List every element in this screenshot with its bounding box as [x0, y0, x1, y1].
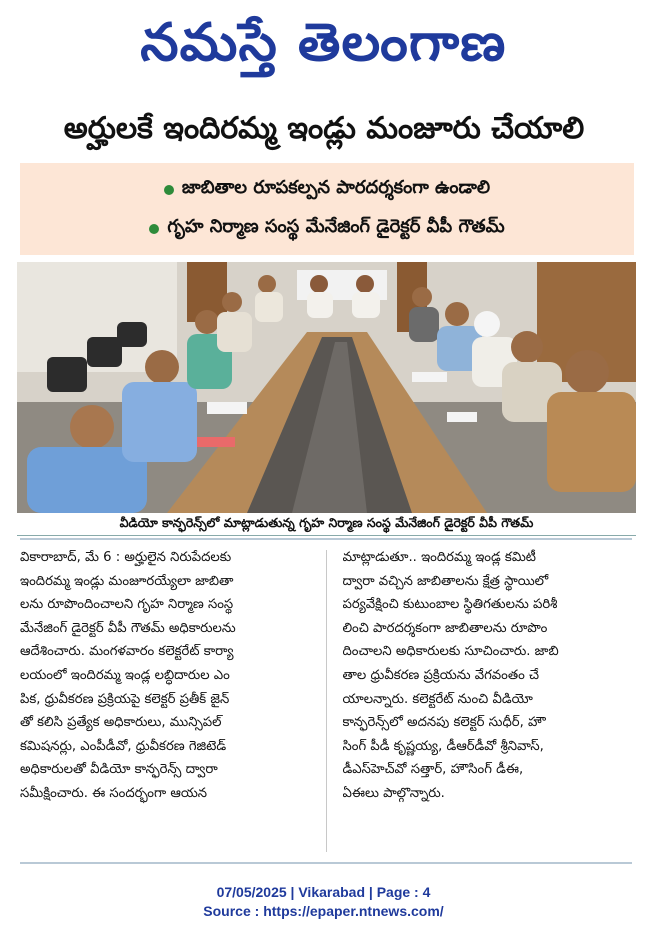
divider [20, 862, 632, 864]
article-line: కమిషనర్లు, ఎంపీడీవో, ధ్రువీకరణ గెజిటెడ్ [20, 738, 227, 754]
meeting-photo [17, 262, 636, 513]
article-line: అధికారులతో వీడియో కాన్ఫరెన్స్ ద్వారా [20, 762, 218, 778]
subhead-line [149, 216, 504, 241]
article-body [20, 546, 632, 856]
subhead-text: జాబితాల రూపకల్పన పారదర్శకంగా ఉండాలి [181, 177, 491, 198]
article-line: ఇందిరమ్మ ఇండ్లు మంజూరయ్యేలా జాబితా [20, 573, 234, 589]
subhead-text: గృహ నిర్మాణ సంస్థ మేనేజింగ్ డైరెక్టర్ వీపీ గౌతమ్ [167, 216, 505, 237]
article-line: పర్యవేక్షించి కుటుంబాల స్థితిగతులను పరిశీ [342, 597, 558, 613]
masthead-title: నమస్తే తెలంగాణ [140, 12, 507, 73]
article-column-1 [20, 546, 310, 856]
article-line: కాన్ఫరెన్స్‌లో అదనపు కలెక్టర్ సుధీర్, హౌ [342, 715, 546, 731]
headline [14, 102, 634, 162]
masthead [0, 0, 647, 98]
article-line: ఆదేశించారు. మంగళవారం కలెక్టరేట్ కార్యా [20, 644, 234, 660]
article-line: సింగ్ పీడీ కృష్ణయ్య, డీఆర్‌డీవో శ్రీనివాస్, [342, 738, 544, 754]
footer [0, 884, 647, 919]
divider [20, 538, 632, 540]
photo-caption: వీడియో కాన్ఫరెన్స్‌లో మాట్లాడుతున్న గృహ నిర్మాణ సంస్థ మేనేజింగ్ డైరెక్టర్ వీపీ గౌతమ్ [17, 514, 636, 536]
headline-text: అర్హులకే ఇందిరమ్మ ఇండ్లు మంజూరు చేయాలి [63, 111, 585, 146]
meeting-photo-illustration [17, 262, 636, 513]
article-line: లయంలో ఇందిరమ్మ ఇండ్ల లబ్ధిదారుల ఎం [20, 667, 230, 683]
article-line: ద్వారా వచ్చిన జాబితాలను క్షేత్ర స్థాయిలో [342, 573, 549, 589]
bullet-dot-icon [164, 185, 174, 195]
article-line: తో కలిసి ప్రత్యేక అధికారులు, మున్సిపల్ [20, 715, 222, 731]
article-line: మాట్లాడుతూ.. ఇందిరమ్మ ఇండ్ల కమిటీ [342, 550, 536, 565]
footer-source-link[interactable]: Source : https://epaper.ntnews.com/ [203, 903, 444, 919]
bullet-dot-icon [149, 224, 159, 234]
article-line: వికారాబాద్, మే 6 : అర్హులైన నిరుపేదలకు [20, 550, 232, 565]
article-column-2 [343, 546, 633, 856]
article-line: లను రూపొందించాలని గృహ నిర్మాణ సంస్థ [20, 597, 234, 613]
column-divider [326, 550, 327, 852]
subhead-box [20, 163, 634, 255]
article-line: డీఎస్‌హెచ్‌వో సత్తార్, హౌసింగ్ డీఈ, [342, 762, 524, 778]
subhead-line [164, 177, 490, 202]
article-line: యాలన్నారు. కలెక్టరేట్ నుంచి వీడియో [342, 691, 533, 707]
article-line: సమీక్షించారు. ఈ సందర్భంగా ఆయన [20, 785, 208, 801]
article-line: లించి పారదర్శకంగా జాబితాలను రూపొం [342, 620, 548, 636]
article-line: పిక, ధ్రువీకరణ ప్రక్రియపై కలెక్టర్ ప్రతీక్ జైన్ [20, 691, 230, 707]
article-line: తాల ధ్రువీకరణ ప్రక్రియను వేగవంతం చే [342, 667, 540, 683]
article-line: ఏఈలు పాల్గొన్నారు. [342, 785, 445, 801]
footer-date-edition: 07/05/2025 | Vikarabad | Page : 4 [216, 884, 431, 900]
article-line: మేనేజింగ్ డైరెక్టర్ వీపీ గౌతమ్ అధికారులను [20, 620, 236, 636]
article-line: దించాలని అధికారులకు సూచించారు. జాబి [342, 644, 559, 660]
